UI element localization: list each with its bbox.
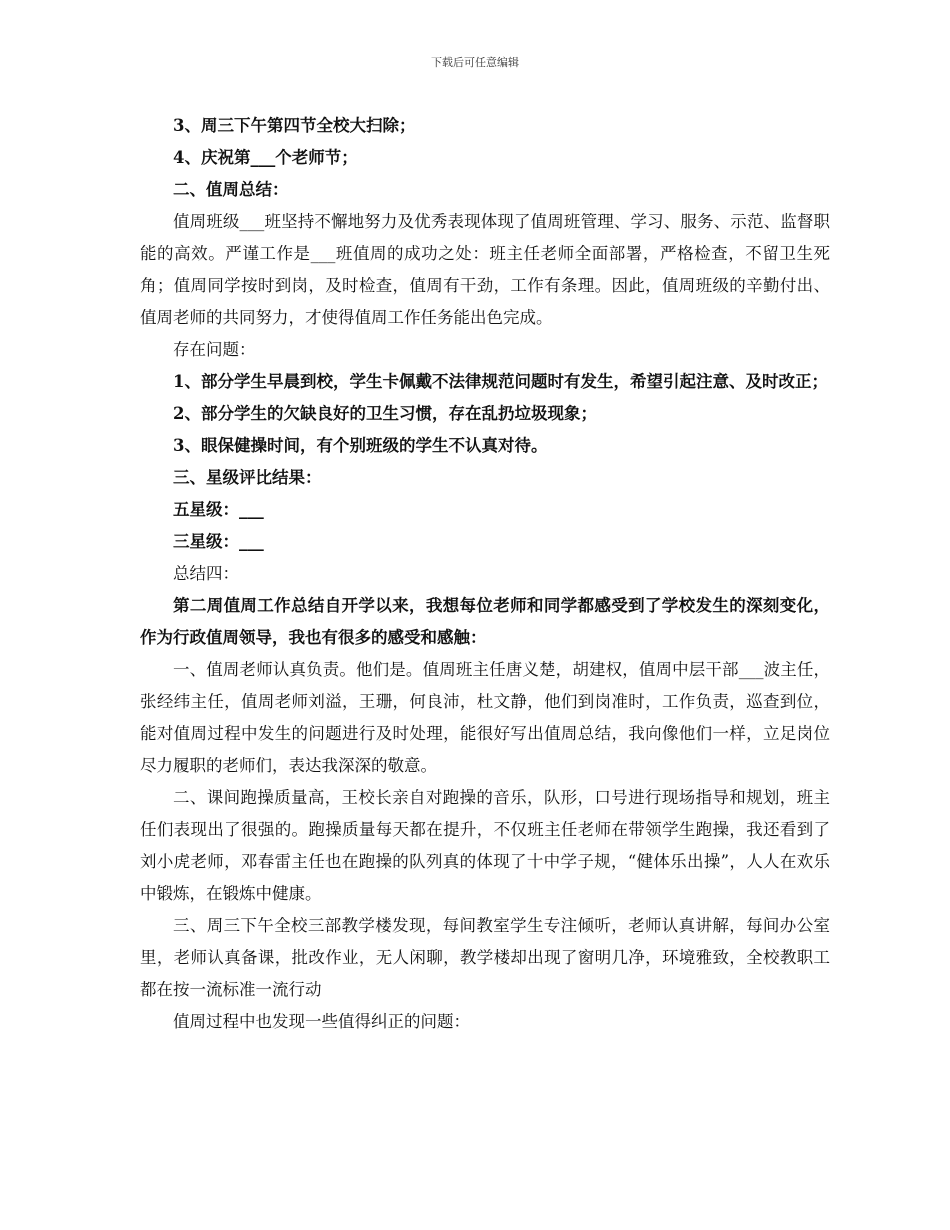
five-star-result: 五星级：___ (173, 500, 264, 519)
problem-item-3: 3、眼保健操时间，有个别班级的学生不认真对待。 (173, 436, 548, 455)
notice-item-3: 3、周三下午第四节全校大扫除； (173, 116, 416, 135)
notice-item-4: 4、庆祝第___个老师节； (173, 148, 358, 167)
section-heading-star-rating: 三、星级评比结果： (173, 468, 322, 487)
problems-heading: 存在问题： (173, 340, 256, 359)
problem-item-2: 2、部分学生的欠缺良好的卫生习惯，存在乱扔垃圾现象； (173, 404, 597, 423)
week-two-intro: 第二周值周工作总结自开学以来，我想每位老师和同学都感受到了学校发生的深刻变化，作为行政值周领导，我也有很多的感受和感触： (140, 596, 830, 647)
point-two-paragraph: 二、课间跑操质量高，王校长亲自对跑操的音乐，队形，口号进行现场指导和规划，班主任们表现出了很强的。跑操质量每天都在提升，不仅班主任老师在带领学生跑操，我还看到了刘小虎老师，邓春雷主任也在跑操的队列真的体现了十中学子规，“健体乐出操”，人人在欢乐中锻炼，在锻炼中健康。 (140, 788, 830, 903)
summary-four-heading: 总结四： (173, 564, 239, 583)
point-one-paragraph: 一、值周老师认真负责。他们是。值周班主任唐义楚，胡建权，值周中层干部___波主任，张经纬主任，值周老师刘溢，王珊，何良沛，杜文静，他们到岗准时，工作负责，巡查到位，能对值周过程中发生的问题进行及时处理，能很好写出值周总结，我向像他们一样，立足岗位尽力履职的老师们，表达我深深的敬意。 (140, 660, 830, 775)
three-star-result: 三星级：___ (173, 532, 264, 551)
section-heading-duty-summary: 二、值周总结： (173, 180, 289, 199)
problem-item-1: 1、部分学生早晨到校，学生卡佩戴不法律规范问题时有发生，希望引起注意、及时改正； (173, 372, 828, 391)
issues-found-paragraph: 值周过程中也发现一些值得纠正的问题： (173, 1012, 470, 1031)
duty-summary-paragraph: 值周班级___班坚持不懈地努力及优秀表现体现了值周班管理、学习、服务、示范、监督职能的高效。严谨工作是___班值周的成功之处：班主任老师全面部署，严格检查，不留卫生死角；值周同学按时到岗，及时检查，值周有干劲，工作有条理。因此，值周班级的辛勤付出、值周老师的共同努力，才使得值周工作任务能出色完成。 (140, 212, 830, 327)
document-body (140, 110, 830, 1038)
page-header: 下载后可任意编辑 (431, 56, 519, 69)
point-three-paragraph: 三、周三下午全校三部教学楼发现，每间教室学生专注倾听，老师认真讲解，每间办公室里，老师认真备课，批改作业，无人闲聊，教学楼却出现了窗明几净，环境雅致，全校教职工都在按一流标准一流行动 (140, 916, 830, 999)
